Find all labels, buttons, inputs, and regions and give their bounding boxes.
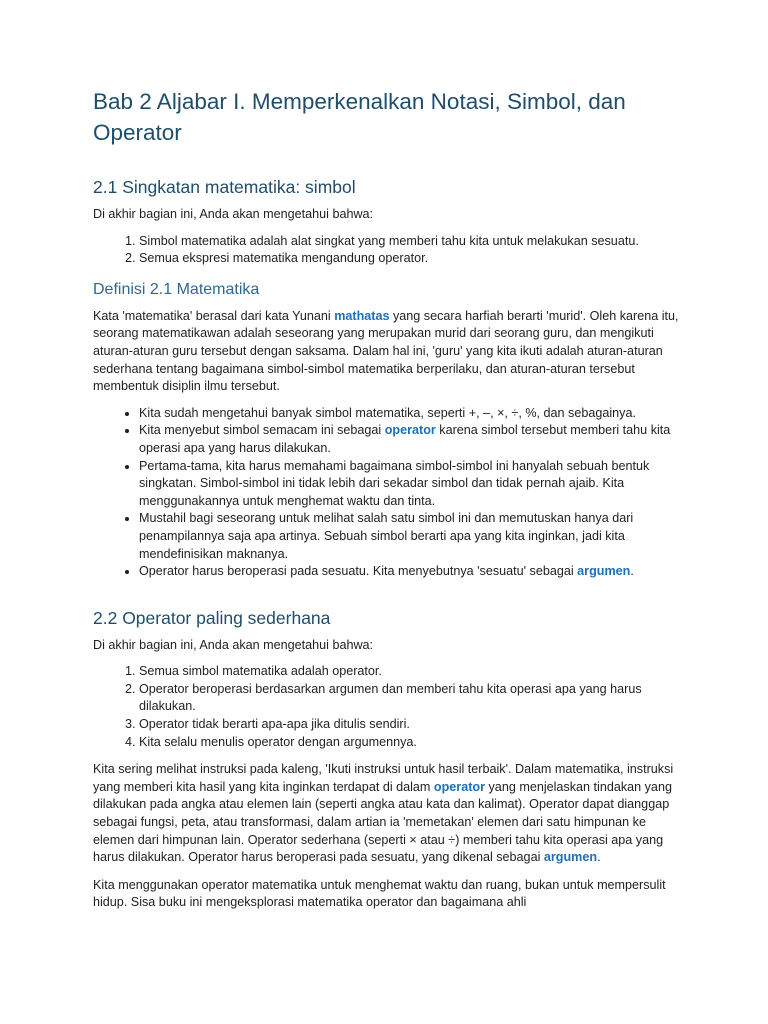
list-item: • Mustahil bagi seseorang untuk melihat salah satu simbol ini dan memutuskan hanya dari penampilannya saja apa artinya. Sebuah simbol berarti apa yang kita inginkan, jadi kita mendefinisikan maknanya. bbox=[139, 510, 683, 563]
highlighted-term: argumen bbox=[543, 850, 598, 865]
list-item: • Kita menyebut simbol semacam ini sebagai operator karena simbol tersebut memberi tahu kita operasi apa yang harus dilakukan. bbox=[139, 422, 683, 457]
list-item: 3. Operator tidak berarti apa-apa jika ditulis sendiri. bbox=[139, 716, 683, 734]
highlighted-term: operator bbox=[433, 779, 486, 794]
body-paragraph: Kita sering melihat instruksi pada kaleng, 'Ikuti instruksi untuk hasil terbaik'. Dalam matematika, instruksi yang memberi kita hasil yang kita inginkan terdapat di dalam operator yang menjelaskan tindakan yang dilakukan pada angka atau elemen lain (seperti angka atau kata dan kalimat). Operator dapat dianggap sebagai fungsi, peta, atau transformasi, dalam artian ia 'memetakan' elemen dari satu himpunan ke elemen dari himpunan lain. Operator sederhana (seperti × atau ÷) memberi tahu kita operasi apa yang harus dilakukan. Operator harus beroperasi pada sesuatu, yang dikenal sebagai argumen. bbox=[93, 762, 674, 865]
highlighted-term: mathatas bbox=[334, 308, 390, 323]
body-paragraph: Kita menggunakan operator matematika untuk menghemat waktu dan ruang, bukan untuk mempersulit hidup. Sisa buku ini mengeksplorasi matematika operator dan bagaimana ahli bbox=[93, 877, 666, 910]
list-item: 2. Semua ekspresi matematika mengandung operator. bbox=[139, 250, 683, 268]
highlighted-term: operator bbox=[384, 423, 436, 438]
chapter-title: Bab 2 Aljabar I. Memperkenalkan Notasi, Simbol, dan Operator bbox=[93, 89, 626, 145]
list-item: • Kita sudah mengetahui banyak simbol matematika, seperti +, –, ×, ÷, %, dan sebagainya. bbox=[139, 405, 683, 423]
section-heading-2-1: 2.1 Singkatan matematika: simbol bbox=[93, 177, 356, 197]
list-item: 2. Operator beroperasi berdasarkan argumen dan memberi tahu kita operasi apa yang harus dilakukan. bbox=[139, 681, 683, 716]
list-item: 1. Simbol matematika adalah alat singkat yang memberi tahu kita untuk melakukan sesuatu. bbox=[139, 233, 683, 251]
definition-paragraph: Kata 'matematika' berasal dari kata Yunani mathatas yang secara harfiah berarti 'murid'. Oleh karena itu, seorang matematikawan adalah seseorang yang merupakan murid dari seorang guru, dan mengikuti aturan-aturan guru tersebut dengan saksama. Dalam hal ini, 'guru' yang kita ikuti adalah aturan-aturan sederhana tentang bagaimana simbol-simbol matematika berperilaku, dan aturan-aturan tersebut membentuk disiplin ilmu tersebut. bbox=[93, 308, 679, 394]
document-content bbox=[93, 86, 683, 913]
bullet-list bbox=[93, 405, 683, 581]
list-item: • Operator harus beroperasi pada sesuatu. Kita menyebutnya 'sesuatu' sebagai argumen. bbox=[139, 563, 683, 581]
learning-goals-list bbox=[93, 233, 683, 268]
list-item: 1. Semua simbol matematika adalah operator. bbox=[139, 663, 683, 681]
list-item: 4. Kita selalu menulis operator dengan argumennya. bbox=[139, 734, 683, 752]
section-intro: Di akhir bagian ini, Anda akan mengetahui bahwa: bbox=[93, 637, 374, 652]
section-intro: Di akhir bagian ini, Anda akan mengetahui bahwa: bbox=[93, 207, 374, 221]
definition-heading: Definisi 2.1 Matematika bbox=[93, 280, 260, 298]
learning-goals-list bbox=[93, 663, 683, 751]
list-item: • Pertama-tama, kita harus memahami bagaimana simbol-simbol ini hanyalah sebuah bentuk singkatan. Simbol-simbol ini tidak lebih dari sekadar simbol dan tidak pernah ajaib. Kita menggunakannya untuk menghemat waktu dan tinta. bbox=[139, 458, 683, 511]
section-heading-2-2: 2.2 Operator paling sederhana bbox=[93, 607, 331, 628]
highlighted-term: argumen bbox=[577, 564, 631, 579]
